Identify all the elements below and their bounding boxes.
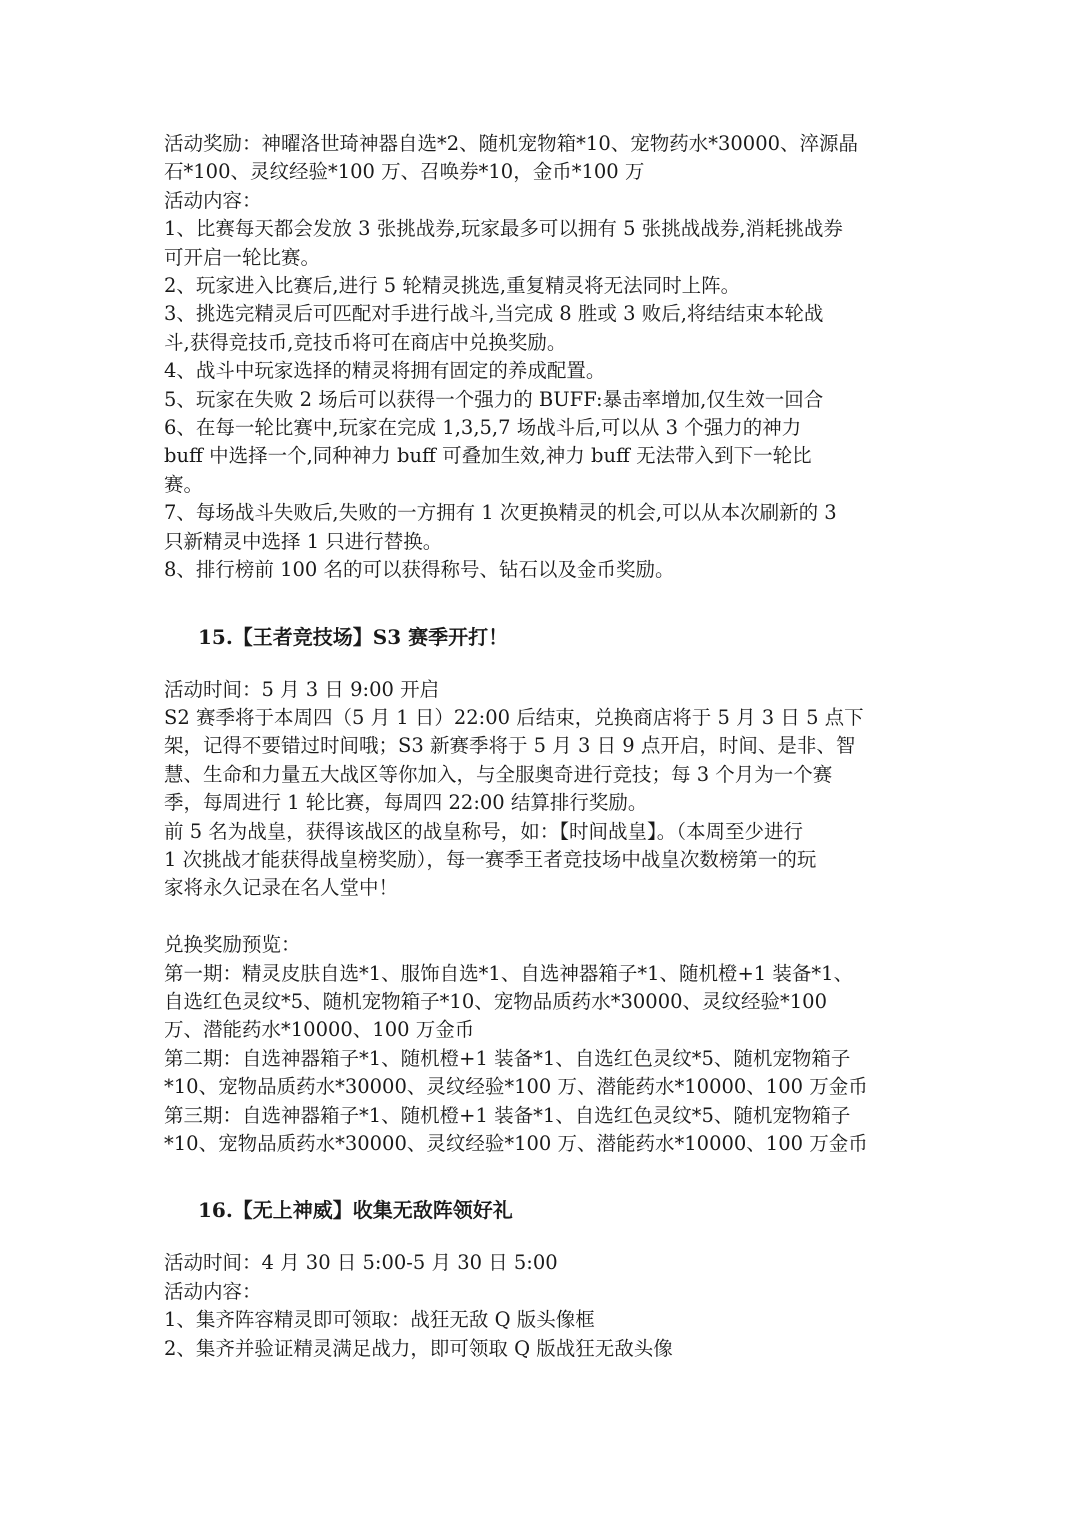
text-line: 自选红色灵纹*5、随机宠物箱子*10、宠物品质药水*30000、灵纹经验*100 [164,989,827,1013]
text-line: 第一期：精灵皮肤自选*1、服饰自选*1、自选神器箱子*1、随机橙+1 装备*1、 [164,961,854,985]
text-line: 活动奖励：神曜洛世琦神器自选*2、随机宠物箱*10、宠物药水*30000、淬源晶 [164,132,859,155]
text-line: 只新精灵中选择 1 只进行替换。 [164,529,443,553]
text-line: 斗,获得竞技币,竞技币将可在商店中兑换奖励。 [164,330,567,354]
text-line: 8、排行榜前 100 名的可以获得称号、钻石以及金币奖励。 [164,558,675,582]
text-line: S2 赛季将于本周四（5 月 1 日）22:00 后结束，兑换商店将于 5 月 3 日 5 点下 [164,705,864,729]
text-line: 架，记得不要错过时间哦；S3 新赛季将于 5 月 3 日 9 点开启，时间、是非、智 [164,734,856,758]
text-line: 家将永久记录在名人堂中！ [164,876,399,900]
section-heading: 15.【王者竞技场】S3 赛季开打！ [198,624,509,649]
text-line: 活动内容： [164,188,262,212]
text-line: 1、比赛每天都会发放 3 张挑战券,玩家最多可以拥有 5 张挑战战券,消耗挑战券 [164,217,843,241]
text-line: 1 次挑战才能获得战皇榜奖励），每一赛季王者竞技场中战皇次数榜第一的玩 [164,847,817,871]
text-line: 3、挑选完精灵后可匹配对手进行战斗,当完成 8 胜或 3 败后,将结结束本轮战 [164,302,824,326]
text-line: buff 中选择一个,同种神力 buff 可叠加生效,神力 buff 无法带入到下一轮比 [164,444,812,468]
document-body [164,130,924,1363]
text-line: 慧、生命和力量五大战区等你加入，与全服奥奇进行竞技；每 3 个月为一个赛 [164,762,833,786]
text-line: 赛。 [164,472,204,496]
text-line: 第二期：自选神器箱子*1、随机橙+1 装备*1、自选红色灵纹*5、随机宠物箱子 [164,1046,851,1070]
text-line: 可开启一轮比赛。 [164,245,321,269]
text-line: 季，每周进行 1 轮比赛，每周四 22:00 结算排行奖励。 [164,791,648,815]
text-line: 兑换奖励预览： [164,933,301,957]
text-line: 7、每场战斗失败后,失败的一方拥有 1 次更换精灵的机会,可以从本次刷新的 3 [164,501,837,525]
section-15 [164,623,924,1159]
text-line: *10、宠物品质药水*30000、灵纹经验*100 万、潜能药水*10000、100 万金币 [164,1131,868,1155]
text-line: 5、玩家在失败 2 场后可以获得一个强力的 BUFF:暴击率增加,仅生效一回合 [164,387,824,411]
text-line: 第三期：自选神器箱子*1、随机橙+1 装备*1、自选红色灵纹*5、随机宠物箱子 [164,1103,851,1127]
text-line: 活动时间：5 月 3 日 9:00 开启 [164,677,440,701]
text-line: 1、集齐阵容精灵即可领取：战狂无敌 Q 版头像框 [164,1308,595,1332]
text-line: *10、宠物品质药水*30000、灵纹经验*100 万、潜能药水*10000、100 万金币 [164,1075,868,1099]
text-line: 前 5 名为战皇，获得该战区的战皇称号，如：【时间战皇】。（本周至少进行 [164,819,804,843]
text-line: 活动时间：4 月 30 日 5:00-5 月 30 日 5:00 [164,1251,558,1275]
section-16 [164,1196,924,1363]
text-line: 2、玩家进入比赛后,进行 5 轮精灵挑选,重复精灵将无法同时上阵。 [164,274,741,298]
text-line: 2、集齐并验证精灵满足战力，即可领取 Q 版战狂无敌头像 [164,1336,673,1360]
section-14-tail [164,130,924,585]
text-line: 活动内容： [164,1279,262,1303]
text-line: 4、战斗中玩家选择的精灵将拥有固定的养成配置。 [164,359,606,383]
section-heading: 16.【无上神威】收集无敌阵领好礼 [198,1198,513,1223]
text-line: 6、在每一轮比赛中,玩家在完成 1,3,5,7 场战斗后,可以从 3 个强力的神力 [164,416,802,440]
text-line: 万、潜能药水*10000、100 万金币 [164,1018,475,1042]
text-line: 石*100、灵纹经验*100 万、召唤券*10，金币*100 万 [164,160,645,184]
